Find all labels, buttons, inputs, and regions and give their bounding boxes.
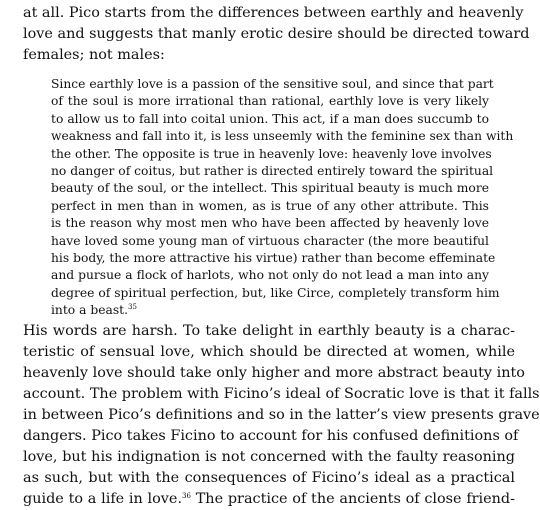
quote-line: weakness and fall into it, is less unseemly with the feminine sex than with xyxy=(51,129,514,144)
quote-line: perfect in men than in women, as is true of any other attribute. This xyxy=(51,198,489,213)
text-line: heavenly love should take only higher and more abstract beauty into xyxy=(23,365,525,381)
text-line: as such, but with the consequences of Ficino’s ideal as a practical xyxy=(23,470,515,486)
footnote-marker: 35 xyxy=(128,303,137,312)
text-line-start: guide to a life in love. xyxy=(23,491,183,507)
quote-line: and pursue a flock of harlots, who not only do not lead a man into any xyxy=(51,268,489,283)
quote-line xyxy=(51,302,489,319)
quote-line: to allow us to fall into coital union. This act, if a man does succumb to xyxy=(51,111,489,126)
text-line: love, but his indignation is not concerned with the faulty reasoning xyxy=(23,449,515,465)
quote-line: of the soul is more irrational than rational, earthly love is very likely xyxy=(51,94,489,109)
text-line: His words are harsh. To take delight in earthly beauty is a charac- xyxy=(23,323,515,339)
quote-line: is the reason why most men who have been affected by heavenly love xyxy=(51,216,489,231)
text-line: teristic of sensual love, which should be directed at women, while xyxy=(23,344,515,360)
text-line: dangers. Pico takes Ficino to account for his confused definitions of xyxy=(23,428,519,444)
quote-line: the other. The opposite is true in heavenly love: heavenly love involves xyxy=(51,146,492,161)
text-line: love and suggests that manly erotic desire should be directed toward xyxy=(23,26,530,42)
quote-line: no danger of coitus, but rather is directed entirely toward the spiritual xyxy=(51,164,494,178)
footnote-marker: 36 xyxy=(182,492,191,500)
text-line: account. The problem with Ficino’s ideal of Socratic love is that it falls xyxy=(23,386,540,402)
quote-last-text: into a beast. xyxy=(51,303,128,318)
quote-line: beauty of the soul, or the intellect. This spiritual beauty is much more xyxy=(51,181,489,196)
quote-line: his body, the more attractive his virtue) rather than become effeminate xyxy=(51,251,496,265)
quote-line: Since earthly love is a passion of the sensitive soul, and since that part xyxy=(51,77,494,91)
text-line xyxy=(23,489,515,510)
text-line: in between Pico’s definitions and so in the latter’s view presents grave xyxy=(23,407,540,423)
text-line: females; not males: xyxy=(23,47,165,63)
text-line-end: The practice of the ancients of close friend- xyxy=(190,491,515,507)
text-line: at all. Pico starts from the differences between earthly and heavenly xyxy=(23,5,524,21)
quote-line: have loved some young man of virtuous character (the more beautiful xyxy=(51,233,489,248)
quote-line: degree of spiritual perfection, but, like Circe, completely transform him xyxy=(51,285,500,300)
